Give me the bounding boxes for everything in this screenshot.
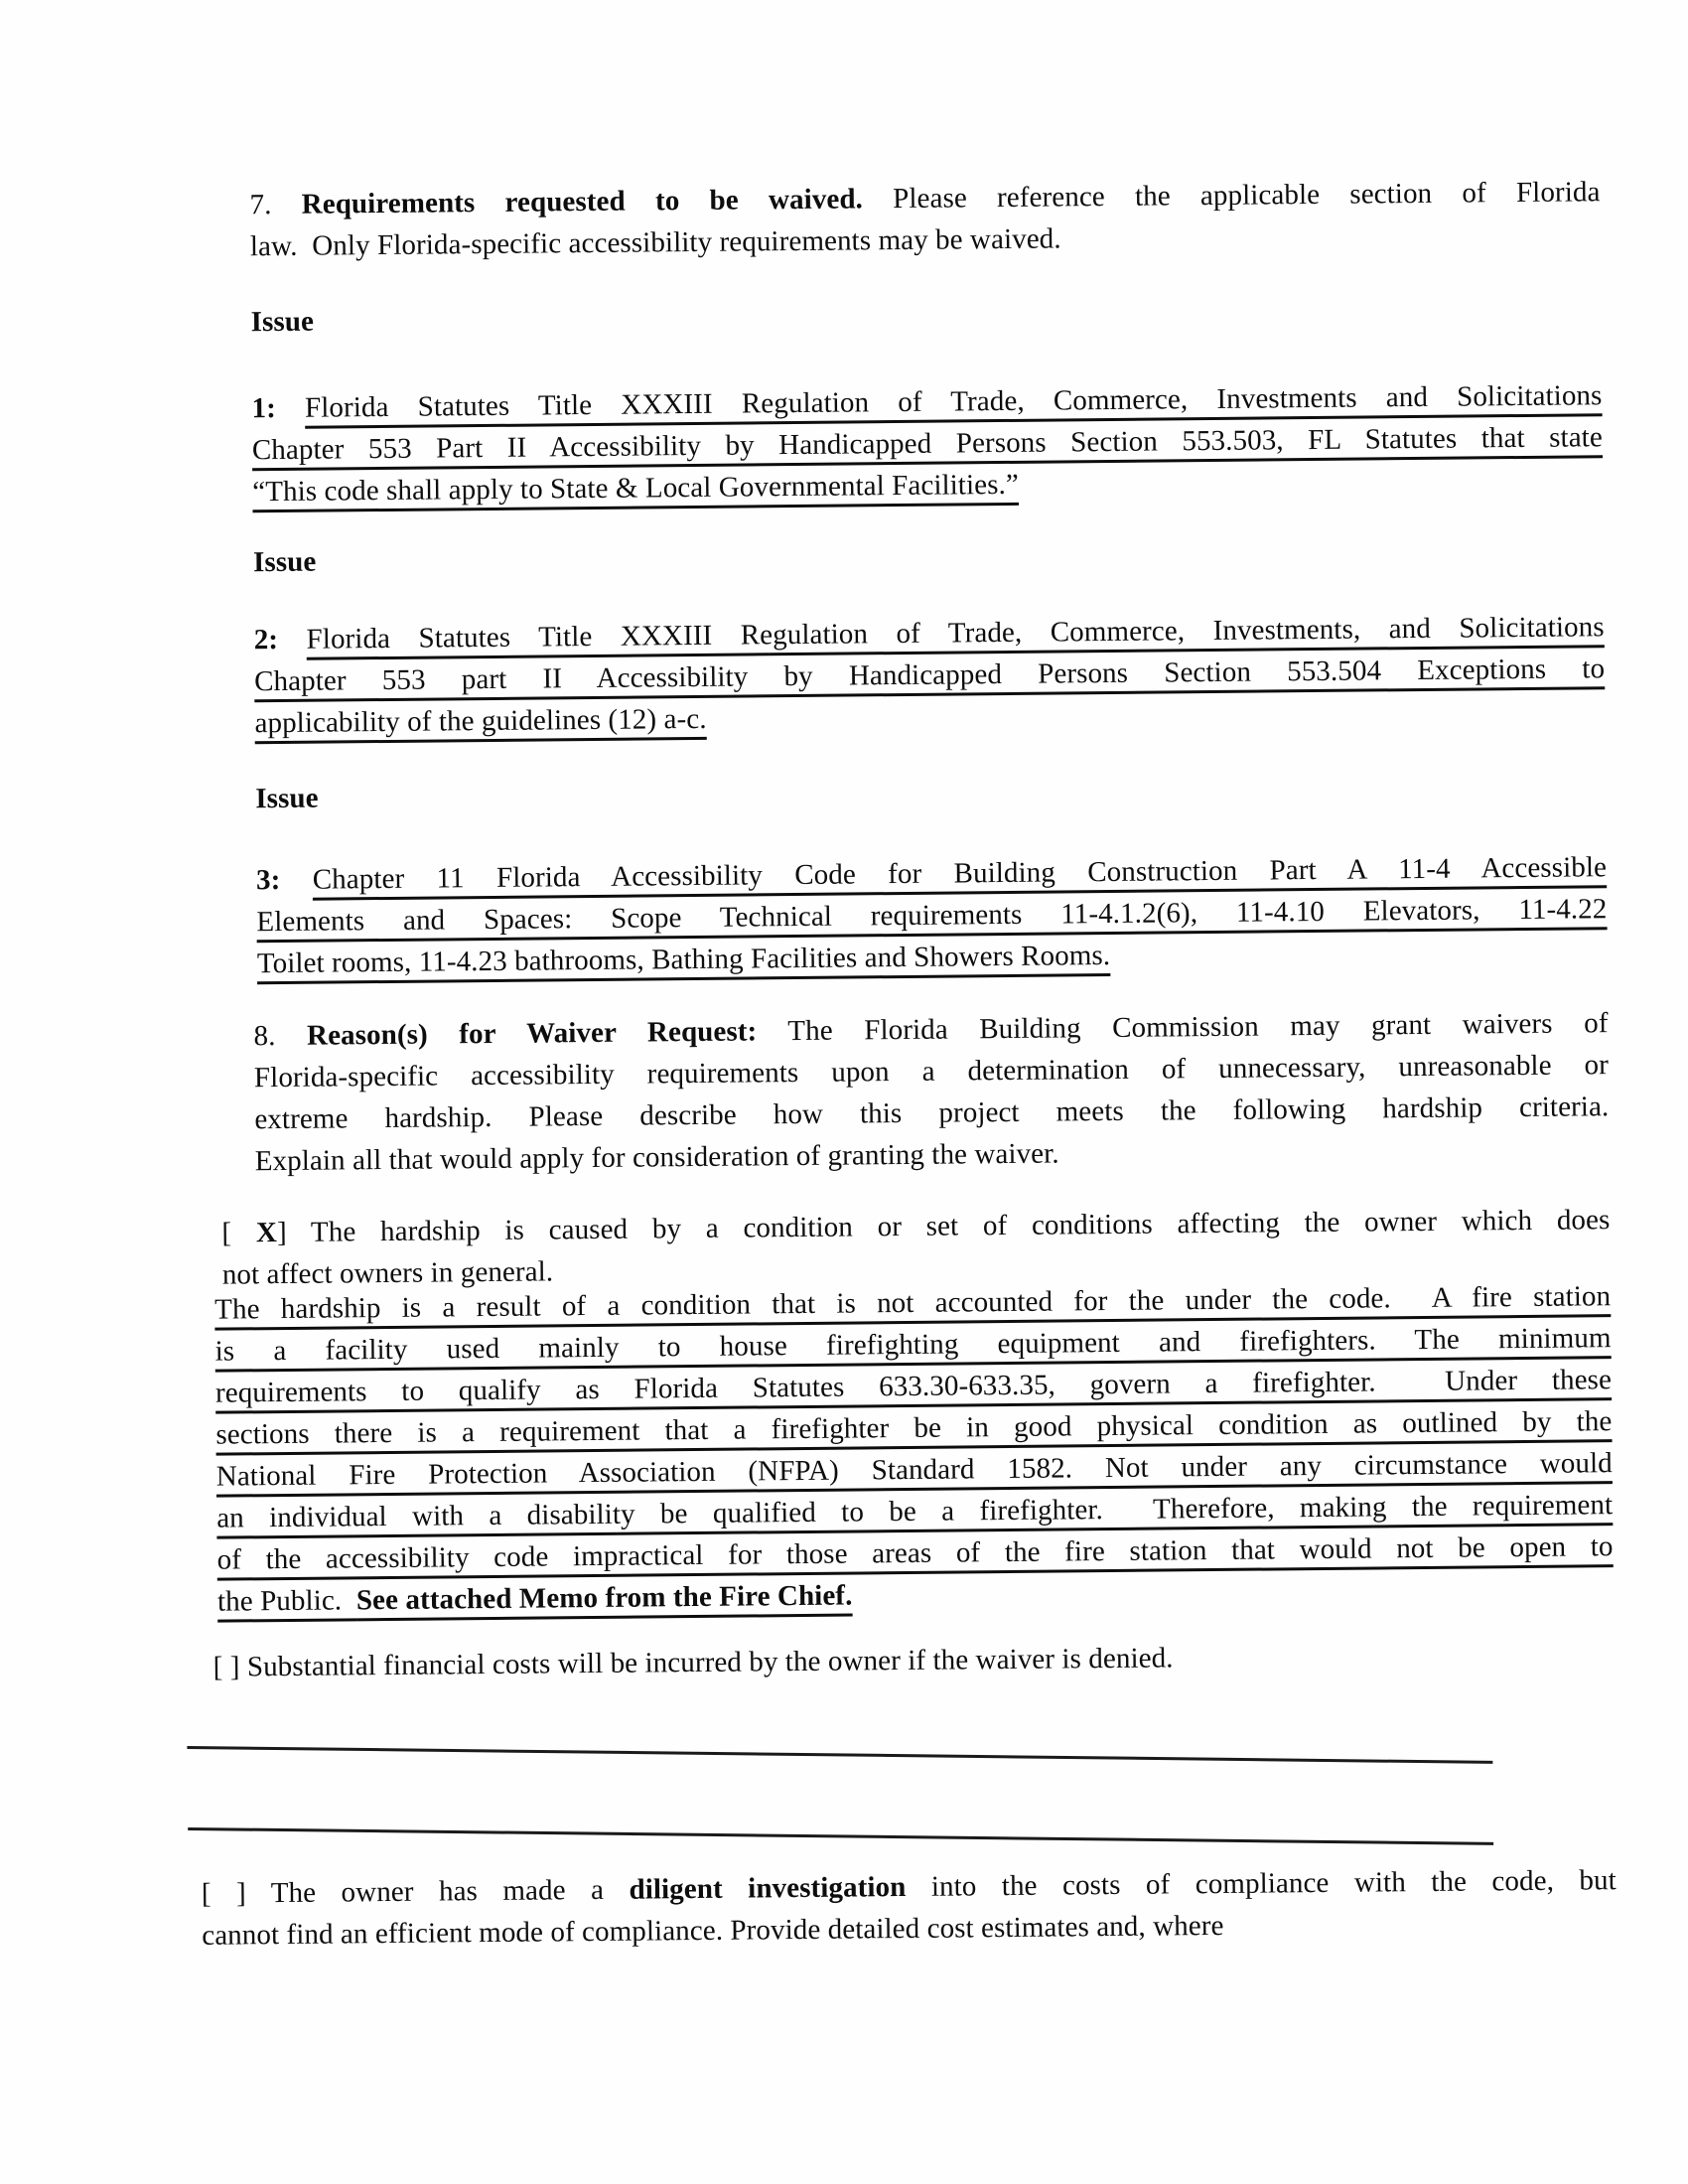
text-segment: extreme hardship. Please describe how this project meets the following hardship criteria. [254, 1091, 1610, 1136]
text-segment: into the costs of compliance with the code, but [906, 1864, 1617, 1904]
scan-content [171, 0, 1621, 2184]
text-segment: 1: [251, 392, 277, 425]
text-segment: law. Only Florida-specific accessibility requirements may be waived. [249, 222, 1061, 263]
text-segment: National Fire Protection Association (NFPA) Standard 1582. Not under any circumstance would [215, 1447, 1613, 1493]
text-segment: of the accessibility code impractical for those areas of the fire station that would not be open to [216, 1530, 1614, 1576]
text-segment: Issue [252, 545, 317, 579]
text-segment: is a facility used mainly to house firefighting equipment and firefighters. The minimum [214, 1322, 1612, 1368]
text-line [250, 288, 1601, 343]
text-segment: an individual with a disability be qualified to be a firefighter. Therefore, making the requirement [216, 1489, 1614, 1534]
text-segment: Florida Statutes Title XXXIII Regulation of Trade, Commerce, Investments, and Solicitations [306, 611, 1605, 655]
text-segment: Chapter 11 Florida Accessibility Code for Building Construction Part A 11-4 Accessible [312, 851, 1608, 896]
waiver-reason-paragraph [253, 1002, 1610, 1182]
text-segment: “This code shall apply to State & Local Governmental Facilities.” [252, 468, 1019, 509]
text-segment: diligent investigation [629, 1871, 907, 1906]
text-line [212, 1633, 1614, 1688]
text-segment: Issue [250, 305, 315, 339]
text-segment: not affect owners in general. [221, 1255, 554, 1291]
text-segment: Requirements requested to be waived. [301, 183, 864, 220]
text-segment: ] The hardship is caused by a condition or set of conditions affecting the owner which does [276, 1204, 1611, 1249]
text-segment: See attached Memo from the Fire Chief. [355, 1579, 853, 1617]
text-segment: Florida-specific accessibility requirements upon a determination of unnecessary, unreasonable or [253, 1049, 1610, 1094]
text-segment: requirements to qualify as Florida Statutes 633.30-633.35, govern a firefighter. Under these [214, 1364, 1613, 1409]
text-segment [278, 624, 307, 655]
text-segment: cannot find an efficient mode of compliance. Provide detailed cost estimates and, where [202, 1909, 1224, 1952]
text-segment: 2: [253, 624, 279, 656]
text-line [253, 528, 1604, 583]
text-segment: sections there is a requirement that a firefighter be in good physical condition as outlined by the [215, 1405, 1613, 1451]
answer-blank-line-2 [188, 1827, 1493, 1845]
issue-heading-2 [253, 528, 1604, 583]
issue-3-text [256, 846, 1608, 984]
issue-1-text [251, 374, 1603, 512]
text-segment: Please reference the applicable section of Florida [862, 176, 1601, 216]
text-segment: Elements and Spaces: Scope Technical requirements 11-4.1.2(6), 11-4.10 Elevators, 11-4.22 [256, 893, 1608, 939]
text-segment [276, 392, 305, 424]
text-segment [280, 864, 313, 896]
text-segment: Reason(s) for Waiver Request: [306, 1015, 758, 1052]
issue-heading-3 [255, 765, 1606, 819]
requirements-waived-paragraph [249, 171, 1601, 267]
checkbox-empty: [ ] [201, 1877, 271, 1910]
text-segment: Toilet rooms, 11-4.23 bathrooms, Bathing Facilities and Showers Rooms. [256, 939, 1111, 980]
answer-blank-line-1 [187, 1746, 1492, 1764]
text-line [255, 765, 1606, 819]
checkbox-empty: [ ] [212, 1651, 248, 1683]
diligent-investigation-checkbox-item [202, 1859, 1618, 1957]
text-segment: Chapter 553 Part II Accessibility by Handicapped Persons Section 553.503, FL Statutes that state [251, 421, 1603, 467]
issue-heading-1 [250, 288, 1601, 343]
text-segment: 7. [249, 188, 302, 221]
financial-costs-checkbox-item [212, 1633, 1614, 1688]
text-segment: The Florida Building Commission may grant waivers of [757, 1007, 1609, 1048]
text-segment: Chapter 553 part II Accessibility by Handicapped Persons Section 553.504 Exceptions to [253, 653, 1606, 698]
text-segment: 8. [253, 1019, 308, 1053]
text-segment: 3: [255, 864, 281, 897]
text-segment: The owner has made a [270, 1873, 630, 1910]
text-segment: Explain all that would apply for consideration of granting the waiver. [254, 1137, 1059, 1178]
text-segment: X [255, 1217, 278, 1249]
text-segment: applicability of the guidelines (12) a-c. [254, 702, 707, 740]
issue-2-text [254, 606, 1606, 744]
text-segment: the Public. [216, 1584, 357, 1618]
text-segment: The hardship is a result of a condition that is not accounted for the under the code. A fire station [214, 1280, 1612, 1326]
text-segment: Florida Statutes Title XXXIII Regulation of Trade, Commerce, Investments and Solicitations [304, 379, 1603, 424]
checkbox-checked: [ [221, 1217, 257, 1249]
text-segment: Issue [255, 782, 319, 815]
text-segment: Substantial financial costs will be incurred by the owner if the waiver is denied. [246, 1642, 1174, 1683]
hardship-explanation-text [214, 1275, 1614, 1622]
